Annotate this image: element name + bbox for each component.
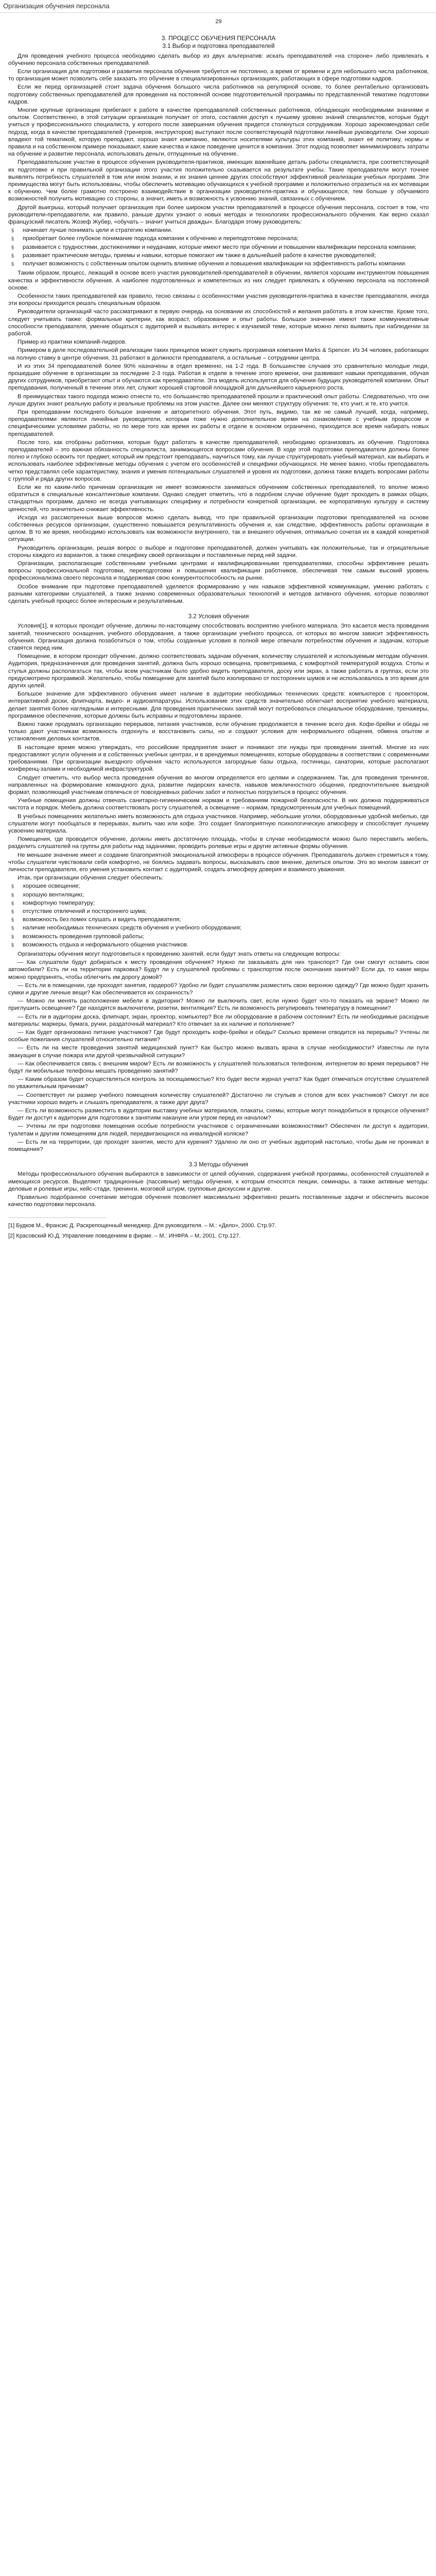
page-header-title: Организация обучения персонала xyxy=(3,2,110,10)
subsection-3-3-body xyxy=(8,1171,429,1208)
subsection-3-1-body xyxy=(8,269,429,605)
document-body xyxy=(0,18,436,1240)
list-marker: § xyxy=(11,900,14,906)
paragraph: Условия[1], в которых проходит обучение, должны по-настоящему способствовать восприятию учебного материала. Это касается места проведения занятий, технического оснащения, учебного оборудования, а также организации учебного процесса, от которых во многом зависит эффективность обучения. Организация должна позаботиться о том, чтобы созданные условия в полной мере отвечали потребностям обучения и задачам, которые ставятся перед ним. xyxy=(8,623,429,652)
paragraph: Пример из практики компаний-лидеров. xyxy=(18,339,127,346)
paragraph: — Как обеспечивается связь с внешним миром? Есть ли возможность у слушателей пользоваться телефоном, интернетом во время перерывов? Не будут ли мобильные телефоны мешать проведению занятий? xyxy=(8,1060,429,1075)
paragraph: Важно также продумать организацию перерывов, питания участников, если обучение продолжается в течение всего дня. Кофе-брейки и обеды не только дают участникам возможность отдохнуть и восстановить силы, но и создают условия для неформального общения, обмена опытом и установления деловых контактов. xyxy=(8,721,429,742)
footnote-divider xyxy=(8,1217,106,1218)
list-item: § развивается с трудностями, достижениями и неудачами, которые имеют место при обучении и повышении квалификации персонала компании; xyxy=(11,244,416,250)
paragraph: Руководители организаций часто рассматривают в первую очередь на основании их способностей и желания работать в этом качестве. Кроме того, следует учитывать также: формальные критерии, как возраст, образование и опыт работы. Большое значение имеют также коммуникативные способности преподавателя, умение общаться с аудиторией и вызывать интерес к изучаемой теме, которые можно легко выявить при наблюдении за работой. xyxy=(8,309,429,337)
paragraph: Правильно подобранное сочетание методов обучения позволяет максимально эффективно решить поставленные задачи и обеспечить высокое качество подготовки персонала. xyxy=(8,1194,429,1208)
paragraph: Примером в деле последовательной реализации таких принципов может служить програмная компания Marks & Spencer. Из 34 человек, работающих на полную ставку в центре обучения, 31 работают в должности преподавателя, а остальные – сотрудники центра. xyxy=(8,347,429,361)
paragraph: В учебных помещениях желательно иметь возможность для отдыха участников. Например, небольшие уголки, оборудованные удобной мебелью, где слушатели могут пообщаться в перерывах, выпить чаю или кофе. Это создает благоприятную психологическую атмосферу и способствует лучшему усвоению материала. xyxy=(8,813,429,834)
subsection-3-1-intro xyxy=(8,53,429,226)
list-marker: § xyxy=(11,892,14,897)
list-item: § возможность без помех слушать и видеть преподавателя; xyxy=(11,917,181,923)
paragraph: Для проведения учебного процесса необходимо сделать выбор из двух альтернатив: искать преподавателей «на стороне» либо привлекать к обучению персонала собственных преподавателей. xyxy=(8,53,429,66)
list-marker: § xyxy=(11,261,14,267)
paragraph: Многие крупные организации прибегают к работе в качестве преподавателей собственных работников, обладающих необходимыми знаниями и опытом. Соответственно, в этой ситуации организация получает от этого, составляя доступ к лучшему уровню знаний специалистов, которые будут учиться у профессионального специалиста, у которого после завершения обучения придется столкнуться сотрудникам. Хорошо зарекомендовал себя подход, когда в качестве преподавателей (тренеров, инструкторов) выступают после соответствующей подготовки линейные руководители. Они хорошо владеют той тематикой, которую преподают, хорошо знают компанию, являются носителями культуры этих компаний, знают её политику, нормы и правила и на собственном примере показывают, какие качества и какое поведение ценится в компании. Этот подход позволяет минимизировать затраты на обучение и развитие персонала, использовать деньги, отпущенные на обучение. xyxy=(8,107,429,158)
paragraph: — Как будет организовано питание участников? Где будут проходить кофе-брейки и обеды? Сколько времени отводится на перерывы? Учтены ли особые пожелания слушателей относительно питания? xyxy=(8,1029,429,1043)
paragraph: Особенности таких преподавателей как правило, тесно связаны с особенностями участия руководителя-практика в качестве преподавателя, иногда эти вопросы приходится решать специальным образом. xyxy=(8,293,429,307)
paragraph: Преподавательские участие в процессе обучения руководителя-практиков, имеющих важнейшее деталь работы специалиста, при соответствующей их подготовке и при правильной организации этого участия положительно сказывается на результате учебы. Такие преподаватели могут точнее выявлять потребность слушателей в том или ином знании, и их знания ценнее других способствуют эффективной реализации учебных программ. Эти преимущества могут быть использованы, чтобы обеспечить мотивацию обучающихся к учебной программе и положительно отразиться на их мотивации к обучению. Чем более грамотно построено взаимодействие в организации руководителя-практика и обучающегося, тем больше у обучаемого возможностей получить мотивацию со стороны, а значит, иметь и возможность к усвоению знаний, связанных с обучением. xyxy=(8,159,429,202)
subsection-3-2-questions xyxy=(8,951,429,1153)
paragraph: Если же перед организацией стоит задача обучения большого числа работников на регулярной основе, то более рентабельно организовать подготовку собственных преподавателей для проведения на постоянной основе подготовительной программы по представленной тематике подготовки кадров. xyxy=(8,84,429,105)
list-item: § отсутствие отвлечений и постороннего шума; xyxy=(11,908,147,914)
list-item: § приобретает более глубокое понимание подхода компании к обучению и переподготовке персонала; xyxy=(11,235,299,242)
paragraph: Организаторы обучения могут подготовиться к проведению занятий, если будут знать ответы на следующие вопросы: xyxy=(18,951,341,957)
list-marker: § xyxy=(11,228,14,233)
list-marker: § xyxy=(11,884,14,889)
list-item: § хорошую вентиляцию; xyxy=(11,891,84,898)
paragraph: В настоящее время можно утверждать, что российские предприятия знают и понимают эти нужды при проведении занятий. Многие из них предоставляют услуги обучения и в собственных учебных центрах, и в арендуемых помещениях, которые оборудованы в соответствии с современными требованиями. При организации выездного обучения часто используются загородные базы отдыха, гостиницы, санатории, которые располагают конференц-залами и необходимой инфраструктурой. xyxy=(8,744,429,773)
list-marker: § xyxy=(11,917,14,923)
paragraph: Если же по каким-либо причинам организация не имеет возможности заниматься обучением собственных преподавателей, то вполне можно обратиться в специальные консалтинговые компании. Однако следует отметить, что в подобном случае обучение будет проходить в рамках общих, стандартных программ, далеко не всегда учитывающих специфику и потребности конкретной организации, ее корпоративную культуру и систему ценностей, что значительно снижает эффективность. xyxy=(8,484,429,513)
paragraph: В преимуществах такого подхода можно отнести то, что большинство преподавателей прошли и практический опыт работы. Следовательно, что они лучше других знают реальную работу и реальные проблемы на этом участке. Далее они меняют структуру обучения: те, кто учит, и те, кто учится. xyxy=(8,393,429,407)
paragraph: Если организация для подготовки и развития персонала обучения требуется не постоянно, а время от времени и для небольшого числа работников, то организация может позволить себе заказать это обучение в специализированных организациях, работающих в сфере подготовки кадров. xyxy=(8,69,429,82)
conditions-list xyxy=(8,883,429,948)
paragraph: Другой выигрыш, который получает организация при более широком участии преподавателей в процессе обучения персонала, состоит в том, что руководители-преподаватели, как правило, раньше других узнают о новых методах и технологиях профессионального обучения. Как верно сказал французский писатель Жозеф Жубер, «обучать – значит учиться дважды». Благодаря этому руководитель: xyxy=(8,204,429,226)
list-marker: § xyxy=(11,925,14,931)
list-item: § начинает лучше понимать цели и стратегию компании. xyxy=(11,227,172,234)
section-title: 3. ПРОЦЕСС ОБУЧЕНИЯ ПЕРСОНАЛА xyxy=(161,35,276,42)
subsection-title-3-3: 3.3 Методы обучения xyxy=(188,1161,249,1168)
benefits-list xyxy=(8,227,429,267)
subsection-title-3-1: 3.1 Выбор и подготовка преподавателей xyxy=(162,43,275,50)
list-marker: § xyxy=(11,244,14,250)
list-marker: § xyxy=(11,252,14,258)
footnote: [2] Красовский Ю.Д. Управление поведением в фирме. – М.: ИНФРА – М, 2001. Стр.127. xyxy=(8,1232,241,1239)
paragraph: Методы профессионального обучения выбираются в зависимости от целей обучения, содержания учебной программы, особенностей слушателей и имеющихся ресурсов. Выделяют традиционные (пассивные) методы обучения, к которым относятся лекции, семинары, а также активные методы: деловые и ролевые игры, кейс-стади, тренинги, мозговой штурм, групповые дискуссии и другие. xyxy=(8,1171,429,1192)
subsection-title-3-2: 3.2 Условия обучения xyxy=(188,613,249,620)
paragraph: — Есть ли в аудитории доска, флипчарт, экран, проектор, компьютер? Все ли оборудование в рабочем состоянии? Есть ли необходимые расходные материалы: маркеры, бумага, ручки, раздаточный материал? Кто отвечает за их наличие и пополнение? xyxy=(8,1013,429,1027)
list-item: § развивает практические методы, приемы и навыки, которые помогают им также в дальнейшей работе в качестве руководителей; xyxy=(11,252,376,259)
paragraph: — Каким образом будет осуществляться контроль за посещаемостью? Кто будет вести журнал учета? Как будет отмечаться отсутствие слушателей по уважительным причинам? xyxy=(8,1076,429,1090)
subsection-3-2-body xyxy=(8,622,429,882)
paragraph: Большое значение для эффективного обучения имеет наличие в аудитории необходимых технических средств: компьютеров с проектором, интерактивной доски, флипчарта, видео- и аудиоаппаратуры. Использование этих средств значительно облегчает восприятие учебного материала, делает занятия более наглядными и интересными. Для проведения практических занятий могут потребоваться специальное оборудование, тренажеры, программное обеспечение, которые должны быть исправны и подготовлены заранее. xyxy=(8,691,429,719)
footnotes xyxy=(8,1222,429,1239)
list-item: § наличие необходимых технических средств обучения и учебного оборудования; xyxy=(11,925,242,931)
paragraph: Организации, располагающие собственными учебными центрами и квалифицированными преподавателями, способны эффективнее решать вопросы профессиональной подготовки, переподготовки и повышения квалификации работников, обеспечивая тем самым высокий уровень профессионализма своего персонала и поддерживая свою конкурентоспособность на рынке. xyxy=(8,561,429,582)
paragraph: После того, как отобраны работники, которые будут работать в качестве преподавателей, необходимо организовать их обучение. Подготовка преподавателей – это важная обязанность специалиста, занимающегося вопросами обучения. В ходе этой подготовки преподаватели должны более полно и глубоко освоить тот предмет, который им предстоит преподавать, научиться тому, как лучше структурировать учебный материал, как выбирать и использовать наиболее эффективные методы обучения с учетом его особенностей и специфики обучающихся. Не менее важно, чтобы преподаватель четко представлял себе характеристику, знания и умения потенциальных слушателей и уровня их подготовки, должна также владеть вопросами работы с группой и ряда других вопросов. xyxy=(8,439,429,482)
paragraph: — Соответствует ли размер учебного помещения количеству слушателей? Достаточно ли стульев и столов для всех участников? Смогут ли все участники хорошо видеть и слышать преподавателя, а также друг друга? xyxy=(8,1092,429,1106)
paragraph: Особое внимание при подготовке преподавателей уделяется формированию у них навыков эффективной коммуникации, умению работать с разными категориями слушателей, а также знанию современных образовательных технологий и методов активного обучения, которые позволяют сделать учебный процесс более интересным и результативным. xyxy=(8,583,429,605)
paragraph: Учебные помещения должны отвечать санитарно-гигиеническим нормам и требованиям пожарной безопасности. В них должна поддерживаться чистота и порядок. Мебель должна соответствовать росту слушателей, а освещение – нормам, предусмотренным для учебных помещений. xyxy=(8,798,429,811)
paragraph: Помещения, где проводится обучение, должны иметь достаточную площадь, чтобы в случае необходимости можно было переставить мебель, разделить слушателей на группы для работы над заданиями, проводить ролевые игры и другие активные формы обучения. xyxy=(8,836,429,850)
paragraph: — Как слушатели будут добираться к месту проведения обучения? Нужно ли заказывать для них транспорт? Где они смогут оставить свои автомобили? Есть ли на территории парковка? Будут ли у слушателей проблемы с транспортом после окончания занятий? Если да, то какие меры можно предпринять, чтобы облегчить им дорогу домой? xyxy=(8,959,429,980)
list-marker: § xyxy=(11,934,14,939)
footnote: [1] Будков М., Франсис Д. Раскрепощенный менеджер. Для руководителя. – М.: «Дело», 2000. Стр.97. xyxy=(8,1223,276,1229)
paragraph: Не меньшее значение имеет и создание благоприятной эмоциональной атмосферы в процессе обучения. Преподаватель должен стремиться к тому, чтобы слушатели чувствовали себя комфортно, не боялись задавать вопросы, высказывать свое мнение, делиться опытом. Это во многом зависит от личности преподавателя, его умения установить контакт с аудиторией, создать атмосферу доверия и взаимного уважения. xyxy=(8,852,429,873)
paragraph: Таким образом, процесс, лежащий в основе всего участия руководителей-преподавателей в обучении, является хорошим инструментом повышения качества и эффективности обучения. А наиболее подготовленных и компетентных из них следует привлекать к обучению персонала на постоянной основе. xyxy=(8,270,429,291)
list-item: § хорошее освещение; xyxy=(11,883,80,890)
paragraph: Следует отметить, что выбор места проведения обучения во многом определяется его целями и содержанием. Так, для проведения тренингов, направленных на формирование командного духа, развитие лидерских качеств, навыков межличностного общения, предпочтительнее выездной формат, позволяющий участникам отвлечься от повседневных рабочих забот и полностью погрузиться в процесс обучения. xyxy=(8,774,429,795)
list-item: § комфортную температуру; xyxy=(11,900,95,906)
paragraph: Исходя из рассмотренных выше вопросов можно сделать вывод, что при правильной организации подготовки преподавателей на основе собственных ресурсов организации, существенно повышается результативность обучения и, как следствие, эффективность работы организации в целом. В то же время, необходимо использовать как возможности внутреннего, так и внешнего обучения, оптимально сочетая их в каждой конкретной ситуации. xyxy=(8,514,429,543)
paragraph: — Учтены ли при подготовке помещения особые потребности участников с ограниченными возможностями? Обеспечен ли доступ к аудитории, туалетам и другим помещениям для людей, передвигающихся на инвалидной коляске? xyxy=(8,1123,429,1137)
paragraph: При преподавании последнего большое значение и авторитетного обучения. Этот путь, видимо, так же не самый лучший, когда, например, преподавателями являются линейные руководители, которым тоже нужно дополнительное время на ознакомление с учебным процессом и специфическими условиями работы, но по мере того как время их работы в отделе в основном ограничено, приходится все время набирать новых преподавателей. xyxy=(8,409,429,437)
paragraph: Помещение, в котором проходит обучение, должно соответствовать задачам обучения, количеству слушателей и используемым методам обучения. Аудитория, предназначенная для проведения занятий, должна быть хорошо освещена, проветриваема, с комфортной температурой воздуха. Столы и стулья должны располагаться так, чтобы всем участникам было удобно видеть преподавателя, доску или экран, а также работать в группах, если это предусмотрено программой. Желательно, чтобы помещение для занятий было изолировано от посторонних шумов и не использовалось в это время для других целей. xyxy=(8,653,429,689)
page-header xyxy=(0,0,436,13)
paragraph: Руководитель организации, решая вопрос о выборе и подготовке преподавателей, должен учитывать как положительные, так и отрицательные стороны каждого из вариантов, а также специфику своей организации и поставленные перед ней задачи. xyxy=(8,545,429,558)
paragraph: Итак, при организации обучения следует обеспечить: xyxy=(18,875,164,882)
list-item: § возможность отдыха и неформального общения участников. xyxy=(11,941,189,948)
page-number: 29 xyxy=(215,19,222,25)
list-item: § получает возможность с собственным опытом оценить влияние обучения и повышения квалификации на эффективность работы компании. xyxy=(11,261,407,267)
paragraph: И из этих 34 преподавателей более 90% назначены в отдел временно, на 1-2 года. В большинстве случаев это сравнительно молодые люди, прошедшие обучение в организации за последние 2-3 года. Работая в отделе в течение этого времени, они развивают навыки преподавания, обучая других сотрудников, приобретают опыт и обучаются как преподаватели. Эта модель используется для обучения будущих руководителей компании. Опыт преподавания, полученный в течение этих лет, служит хорошей стартовой площадкой для дальнейшего карьерного роста. xyxy=(8,363,429,392)
paragraph: — Есть ли возможность разместить в аудитории выставку учебных материалов, плакаты, схемы, которые могут понадобиться в процессе обучения? Будет ли доступ к аудитории для подготовки к занятиям накануне или утром перед их началом? xyxy=(8,1108,429,1122)
list-marker: § xyxy=(11,908,14,914)
list-marker: § xyxy=(11,236,14,242)
paragraph: — Можно ли менять расположение мебели в аудитории? Можно ли выключить свет, если нужно будет что-то показать на экране? Можно ли приглушить освещение? Где находятся выключатели, розетки, вентиляция? Есть ли возможность регулировать температуру в помещении? xyxy=(8,998,429,1012)
paragraph: — Есть ли на месте проведения занятий медицинский пункт? Как быстро можно вызвать врача в случае необходимости? Известны ли пути эвакуации в случае пожара или другой чрезвычайной ситуации? xyxy=(8,1045,429,1059)
list-item: § возможность проведения групповой работы; xyxy=(11,933,144,940)
paragraph: — Есть ли на территории, где проходят занятия, место для курения? Удалено ли оно от учебных аудиторий настолько, чтобы дым не проникал в помещения? xyxy=(8,1139,429,1153)
list-marker: § xyxy=(11,942,14,947)
paragraph: — Есть ли в помещении, где проходят занятия, гардероб? Удобно ли будет слушателям разместить свою верхнюю одежду? Где можно будет хранить сумки и другие личные вещи? Как обеспечивается их сохранность? xyxy=(8,982,429,996)
